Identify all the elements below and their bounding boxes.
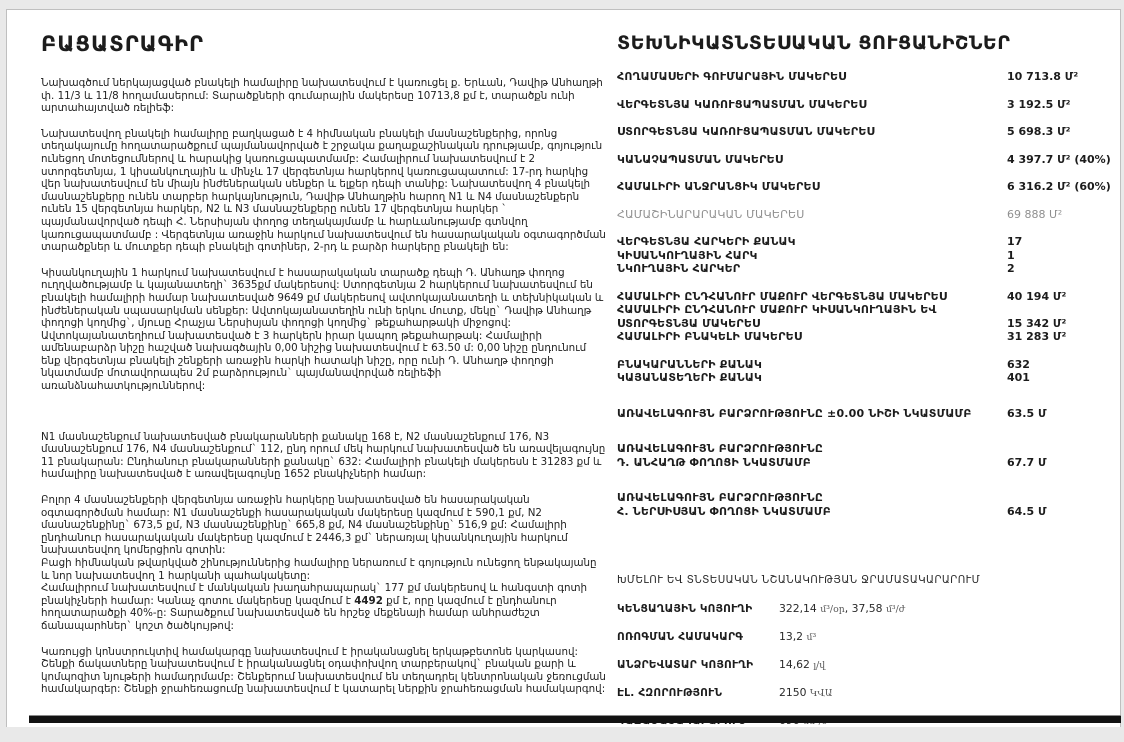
- paragraph: Բոլոր 4 մասնաշենքերի վերգետնյա առաջին հարկերը նախատեսված են հասարակական օգտագործման համար: N1 մասնաշենքի հասարակական մակերեսը կազմում է 590,1 քմ, N2 մասնաշենքինը` 673,5 քմ, N3 մասնաշենքինը` 665,8 քմ, N4 մասնաշենքինը` 516,9 քմ: Համալիրի ընդհանուր հասարակական մակերեսը կազմում է 2446,3 քմ` ներառյալ կիսանկուղային հարկում նախատեսվող կոմերցիոն գոտին:: [41, 494, 568, 557]
- indicator-label: ՍՏՈՐԳԵՏՆՅԱ ՄԱԿԵՐԵՍ: [617, 316, 761, 330]
- footer-bar: [29, 715, 1121, 723]
- indicators-column: [617, 32, 1117, 742]
- paragraph: Նախատեսվող բնակելի համալիրը բաղկացած է 4 հիմնական բնակելի մասնաշենքերից, որոնց տեղակայումը հողատարածքում պայմանավորված է շրջակա քաղաքաշինական դրությամբ, գոյություն ունեցող մոտեցումներով և հարակից կառուցապատմամբ: Համալիրում նախատեսվում է 2 ստորգետնյա, 1 կիսանկուղային և մինչև 17 վերգետնյա հարկերով կառուցապատում: 17-րդ հարկից վեր նախատեսվում են միայն ինժեներական սենքեր և ելքեր դեպի տանիք: Նախատեսվող 4 բնակելի մասնաշենքերը ունեն տարբեր հարկայնություն, Դավիթ Անհաղթին հարող N1 և N4 մասնաշենքերն ունեն 15 վերգետնյա հարկեր, N2 և N3 մասնաշենքերը ունեն 17 վերգետնյա հարկեր ` պայմանավորված դեպի Հ. Ներսիսյան փողոց տեղակայմամբ և հարևանությամբ գտնվող կառուցապատմամբ : Վերգետնյա առաջին հարկում նախատեսվում են հասարակական օգտագործման տարածքներ և մուտքեր դեպի բնակելի գոտիներ, 2-րդ և բարձր հարկերը բնակելի են:: [41, 127, 606, 254]
- utilities-header: ԽՄԵԼՈՒ ԵՎ ՏՆՏԵՍԱԿԱՆ ՆՇԱՆԱԿՈՒԹՅԱՆ ՋՐԱՄԱՏԱԿԱՐԱՐՈՒՄ: [617, 574, 981, 586]
- indicator-value: 2: [1007, 262, 1015, 275]
- utility-row: [617, 658, 1117, 672]
- indicator-label: ՀԱՄԱԼԻՐԻ ԱՆՋՐԱՆՑԻԿ ՄԱԿԵՐԵՍ: [617, 180, 820, 193]
- indicator-label: Դ. ԱՆՀԱՂԹ ՓՈՂՈՑԻ ՆԿԱՏՄԱՄԲ: [617, 455, 811, 469]
- indicator-label: ԿԻՍԱՆԿՈՒՂԱՅԻՆ ՀԱՐԿ: [617, 248, 758, 262]
- indicator-group: [617, 98, 1117, 112]
- indicator-row: [617, 330, 1117, 344]
- page-title: ԲԱՑԱՏՐԱԳԻՐ: [41, 32, 204, 56]
- indicator-row: [617, 98, 1117, 112]
- indicator-value: 401: [1007, 371, 1030, 384]
- indicator-label: ՀԱՄԱՇԻՆԱՐԱՐԱԿԱՆ ՄԱԿԵՐԵՍ: [617, 207, 805, 221]
- indicator-label: ՆԿՈՒՂԱՅԻՆ ՀԱՐԿԵՐ: [617, 262, 741, 275]
- utility-value: 322,14 մ³/օր, 37,58 մ³/ժ: [779, 602, 906, 615]
- indicator-label: ՀԱՄԱԼԻՐԻ ԸՆԴՀԱՆՈՒՐ ՄԱՔՈՒՐ ԿԻՍԱՆԿՈՒՂԱՅԻՆ ԵՎ: [617, 303, 937, 316]
- utility-row: [617, 686, 1117, 700]
- utility-value: 13,2 մ³: [779, 630, 817, 643]
- indicator-row: [617, 153, 1117, 167]
- paragraph: Համալիրում նախատեսվում է մանկական խաղահրապարակ` 177 քմ մակերեսով և հանգստի գոտի բնակիչների համար: Կանաչ գոտու մակերեսը կազմում է 4492 քմ է, որը կազմում է ընդհանուր հողատարածքի 40%-ը: Տարածքում նախատեսված են հրշեջ մեքենայի համար անհրաժեշտ ճանապարհներ` կոշտ ծածկույթով:: [41, 582, 588, 632]
- indicator-row: [617, 249, 1117, 263]
- utility-row: [617, 602, 1117, 616]
- indicator-label: ԿԱՅԱՆԱՏԵՂԵՐԻ ՔԱՆԱԿ: [617, 371, 763, 384]
- indicator-row: [617, 208, 1117, 222]
- indicator-value: 17: [1007, 235, 1023, 248]
- indicator-value: 40 194 Մ²: [1007, 289, 1067, 303]
- paragraph: N1 մասնաշենքում նախատեսված բնակարանների քանակը 168 է, N2 մասնաշենքում 176, N3 մասնաշենքում 176, N4 մասնաշենքում` 112, ընդ որում մեկ հարկում նախատեսված են առավելագույնը 11 բնակարան: Ընդհանուր բնակարանների քանակը` 632: Համալիրի բնակելի մակերեսն է 31283 քմ և համալիրը նախատեսված է առավելագույնը 1652 բնակիչների համար:: [41, 430, 606, 481]
- indicator-row: [617, 358, 1117, 372]
- indicator-value: 6 316.2 Մ² (60%): [1007, 180, 1111, 193]
- paragraph: Բացի հիմնական թվարկված շինություններից համալիրը ներառում է գոյություն ունեցող ենթակայանը և նոր նախատեսվող 1 հարկանի պահակակետը:: [41, 557, 597, 582]
- indicator-group: [617, 358, 1117, 385]
- indicator-label: ՍՏՈՐԳԵՏՆՅԱ ԿԱՌՈՒՑԱՊԱՏՄԱՆ ՄԱԿԵՐԵՍ: [617, 125, 875, 138]
- paragraph: Նախագծում ներկայացված բնակելի համալիրը նախատեսվում է կառուցել ք. Երևան, Դավիթ Անհաղթի փ. 11/3 և 11/8 հողամասերում: Տարածքների գումարային մակերեսը 10713,8 քմ է, տարածքն ունի արտահայտված ռելիեֆ:: [41, 77, 603, 115]
- indicator-label: ԱՌԱՎԵԼԱԳՈՒՅՆ ԲԱՐՁՐՈՒԹՅՈՒՆԸ ±0.00 ՆԻՇԻ ՆԿԱՏՄԱՄԲ: [617, 406, 972, 420]
- indicator-row: [617, 505, 1117, 519]
- indicator-row: [617, 70, 1117, 84]
- utility-label: ԿԵՆՑԱՂԱՅԻՆ ԿՈՅՈՒՂԻ: [617, 603, 753, 615]
- utility-value: 2150 ԿՎԱ: [779, 686, 833, 699]
- utilities-section: [617, 574, 1117, 728]
- indicator-group: [617, 235, 1117, 276]
- indicator-label: ԲՆԱԿԱՐԱՆՆԵՐԻ ՔԱՆԱԿ: [617, 357, 762, 371]
- utility-label: ԷԼ. ՀԶՈՐՈՒԹՅՈՒՆ: [617, 687, 723, 699]
- indicator-group: [617, 153, 1117, 167]
- indicator-group: [617, 180, 1117, 194]
- indicator-value: 15 342 Մ²: [1007, 316, 1067, 330]
- indicator-label: Հ. ՆԵՐՍԻՍՅԱՆ ՓՈՂՈՑԻ ՆԿԱՏՄԱՄԲ: [617, 504, 831, 518]
- indicator-label: ՎԵՐԳԵՏՆՅԱ ՀԱՐԿԵՐԻ ՔԱՆԱԿ: [617, 235, 796, 248]
- utility-value: 14,62 լ/վ: [779, 658, 826, 671]
- indicator-row: [617, 125, 1117, 139]
- indicator-row: [617, 303, 1117, 317]
- explanatory-paragraphs: [41, 77, 607, 696]
- indicator-group: [617, 70, 1117, 84]
- indicator-label: ՎԵՐԳԵՏՆՅԱ ԿԱՌՈՒՑԱՊԱՏՄԱՆ ՄԱԿԵՐԵՍ: [617, 97, 867, 111]
- indicator-value: 67.7 Մ: [1007, 455, 1047, 469]
- indicator-label: ՀՈՂԱՄԱՍԵՐԻ ԳՈՒՄԱՐԱՅԻՆ ՄԱԿԵՐԵՍ: [617, 70, 847, 83]
- indicator-value: 1: [1007, 248, 1015, 262]
- utility-label: ԱՆՁՐԵՎԱՏԱՐ ԿՈՅՈՒՂԻ: [617, 659, 754, 671]
- indicator-row: [617, 456, 1117, 470]
- indicator-row: [617, 371, 1117, 385]
- indicator-row: [617, 290, 1117, 304]
- indicator-value: 632: [1007, 357, 1030, 371]
- explanatory-note-column: [41, 32, 607, 696]
- indicator-row: [617, 235, 1117, 249]
- indicator-value: 5 698.3 Մ²: [1007, 125, 1071, 138]
- document-page: [6, 9, 1121, 727]
- indicator-value: 4 397.7 Մ² (40%): [1007, 152, 1111, 166]
- indicator-label: ԱՌԱՎԵԼԱԳՈՒՅՆ ԲԱՐՁՐՈՒԹՅՈՒՆԸ: [617, 442, 823, 455]
- indicator-row: [617, 442, 1117, 456]
- utility-label: ՈՌՈԳՄԱՆ ՀԱՄԱԿԱՐԳ: [617, 631, 744, 643]
- utility-row: [617, 630, 1117, 644]
- indicator-label: ՀԱՄԱԼԻՐԻ ԸՆԴՀԱՆՈՒՐ ՄԱՔՈՒՐ ՎԵՐԳԵՏՆՅԱ ՄԱԿԵՐԵՍ: [617, 289, 948, 303]
- indicator-group: [617, 208, 1117, 222]
- indicator-label: ԿԱՆԱՉԱՊԱՏՄԱՆ ՄԱԿԵՐԵՍ: [617, 152, 784, 166]
- indicator-value: 3 192.5 Մ²: [1007, 97, 1071, 111]
- indicators-title: ՏԵԽՆԻԿԱՏՆՏԵՍԱԿԱՆ ՑՈՒՑԱՆԻՇՆԵՐ: [617, 32, 1011, 54]
- indicator-list: [617, 70, 1117, 518]
- indicator-value: 69 888 Մ²: [1007, 207, 1063, 221]
- indicator-value: 10 713.8 Մ²: [1007, 70, 1079, 83]
- indicator-value: 64.5 Մ: [1007, 504, 1047, 518]
- paragraph: Կիսանկուղային 1 հարկում նախատեսվում է հասարակական տարածք դեպի Դ. Անհաղթ փողոց ուղղվածությամբ և կայանատեղի` 3635քմ մակերեսով: Ստորգետնյա 2 հարկերում նախատեսվում են բնակելի համալիրի համար նախատեսված 9649 քմ մակերեսով ավտոկայանատեղի և տեխնիկական և ինժեներական սպասարկման սենքեր: Ավտոկայանատեղին ունի երկու մուտք, մեկը` Դավիթ Անհաղթ փողոցի կողմից`, մյուսը Հրաչյա Ներսիսյան փողոցի կողմից` թեքահարթակի միջոցով: Ավտոկայանատեղիում նախատեսված է 3 հարկերն իրար կապող թեքահարթակ: Համալիրի ամենաբարձր նիշը հաշված նախագծային 0,00 նիշից նախատեսվում է 63.50 մ: 0,00 նիշը ընդունում ենք վերգետնյա բնակելի շենքերի առաջին հարկի հատակի նիշը, որը ունի Դ. Անհաղթ փողոցի նկատմամբ մոտավորապես 2մ բարձրություն` պայմանավորված ռելիեֆի առանձնահատկություններով:: [41, 266, 604, 393]
- indicator-value: 31 283 Մ²: [1007, 330, 1067, 343]
- indicator-value: 63.5 Մ: [1007, 406, 1047, 420]
- indicator-group: [617, 290, 1117, 344]
- indicator-group: [617, 442, 1117, 469]
- utilities-list: [617, 602, 1117, 728]
- indicator-group: [617, 491, 1117, 518]
- indicator-group: [617, 125, 1117, 139]
- indicator-label: ՀԱՄԱԼԻՐԻ ԲՆԱԿԵԼԻ ՄԱԿԵՐԵՍ: [617, 330, 803, 343]
- indicator-row: [617, 180, 1117, 194]
- indicator-row: [617, 262, 1117, 276]
- paragraph: Կառույցի կոնստրուկտիվ համակարգը նախատեսվում է իրականացնել երկաթբետոնե կարկասով: Շենքի ճակատները նախատեսվում է իրականացնել օդափոխվող տարբերակով` բնական քարի և կոմպոզիտ նյութերի համադրմամբ: Շենքերում նախատեսվում են տեղադրել կենտրոնական ջեռուցման համակարգեր: Շենքի ջրահեռացումը նախատեսվում է կատարել ներքին ջրահեռացման համակարգով:: [41, 645, 606, 696]
- indicator-row: [617, 317, 1117, 331]
- indicator-row: [617, 407, 1117, 421]
- indicator-group: [617, 407, 1117, 421]
- indicator-label: ԱՌԱՎԵԼԱԳՈՒՅՆ ԲԱՐՁՐՈՒԹՅՈՒՆԸ: [617, 491, 823, 504]
- indicator-row: [617, 491, 1117, 505]
